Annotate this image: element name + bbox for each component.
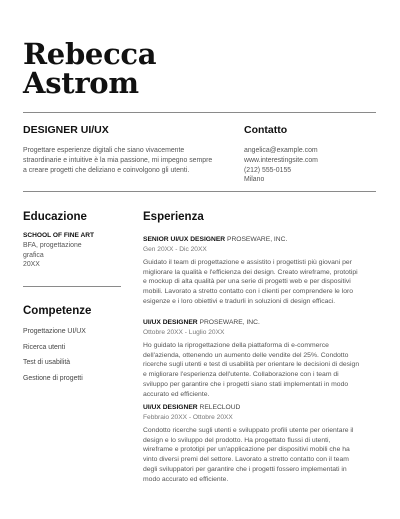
education-section	[23, 211, 123, 270]
contact-city: Milano	[244, 176, 265, 184]
graduation-year: 20XX	[23, 261, 40, 269]
contact-phone: (212) 555-0155	[244, 166, 292, 174]
job-description: Condotto ricerche sugli utenti e sviluppato profili utente per orientare il design e lo sviluppo del prodotto. Ha progettato flussi di utenti, wireframe e prototipi per un'applicazione per dispositivi mobili che ha vinto diversi premi del settore. Lavorato a stretto contatto con il team degli sviluppatori per garantire che i progetti fossero implementati in modo accurato ed efficiente.	[143, 427, 354, 483]
skill-item: Gestione di progetti	[23, 374, 83, 382]
job-company: RELECLOUD	[199, 404, 241, 411]
profile-summary: Progettare esperienze digitali che siano vivacemente straordinarie e intuitive è la mia passione, mi impegno sempre a creare progetti che deliziano e coinvolgono gli utenti.	[23, 147, 213, 174]
job-dates: Febbraio 20XX - Ottobre 20XX	[143, 414, 233, 421]
header-divider	[23, 112, 376, 113]
job-role: SENIOR UI/UX DESIGNER	[143, 236, 226, 243]
job-heading	[143, 235, 361, 245]
job-dates: Gen 20XX - Dic 20XX	[143, 246, 207, 253]
skill-item: Test di usabilità	[23, 359, 71, 366]
job-heading	[143, 318, 361, 328]
job-description: Guidato il team di progettazione e assistito i progettisti più giovani per migliorare la qualità e l'efficienza dei design. Creato wireframe, prototipi e mockup di alta qualità per una serie di progetti web e per dispositivi mobili. Lavorato a stretto contatto con i clienti per comprendere le loro esigenze e i loro obiettivi e tradurli in soluzioni di design efficaci.	[143, 259, 358, 305]
job-company: PROSEWARE, INC.	[199, 319, 260, 326]
contact-section	[244, 124, 384, 185]
job-company: PROSEWARE, INC.	[226, 236, 288, 243]
contact-title: Contatto	[244, 124, 288, 136]
skills-section	[23, 305, 123, 389]
experience-entry	[143, 235, 361, 307]
section-divider	[23, 191, 376, 192]
contact-email[interactable]: angelica@example.com	[244, 147, 318, 154]
first-name: Rebecca	[23, 37, 157, 71]
job-role: UI/UX DESIGNER	[143, 319, 198, 326]
job-description: Ho guidato la riprogettazione della piattaforma di e-commerce dell'azienda, ottenendo un aumento delle vendite del 25%. Condotto ricerche sugli utenti e test di usabilità per orientare le decisioni di design e migliorare l'esperienza dell'utente. Collaborazione con i team di sviluppo per garantire che i progetti siano stati implementati in modo accurato ed efficiente.	[143, 342, 360, 398]
experience-entry	[143, 403, 361, 484]
skill-item: Ricerca utenti	[23, 343, 66, 351]
skill-item: Progettazione UI/UX	[23, 328, 86, 335]
school-name: SCHOOL OF FINE ART	[23, 232, 95, 239]
education-title: Educazione	[23, 211, 87, 223]
experience-entry	[143, 318, 361, 399]
degree: BFA, progettazione grafica	[23, 241, 82, 259]
job-role: UI/UX DESIGNER	[143, 404, 198, 411]
profile-section	[23, 124, 213, 175]
skills-title: Competenze	[23, 305, 92, 317]
job-title: DESIGNER UI/UX	[23, 124, 109, 136]
last-name: Astrom	[23, 66, 139, 100]
sidebar-divider	[23, 286, 121, 287]
experience-title: Esperienza	[143, 211, 204, 223]
job-heading	[143, 403, 361, 413]
job-dates: Ottobre 20XX - Luglio 20XX	[143, 329, 225, 336]
resume-name	[23, 37, 157, 100]
contact-website[interactable]: www.interestingsite.com	[244, 156, 318, 164]
